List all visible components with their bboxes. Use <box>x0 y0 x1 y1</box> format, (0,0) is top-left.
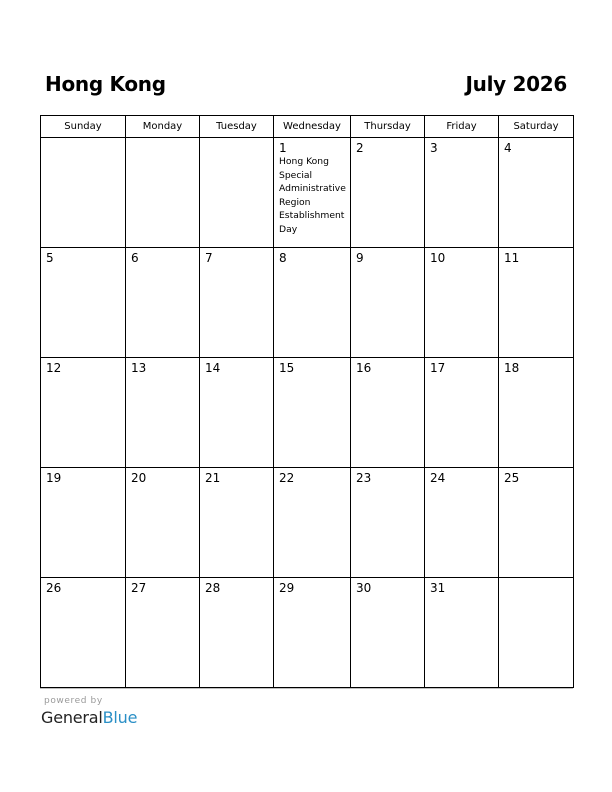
weekday-tuesday: Tuesday <box>200 116 274 138</box>
day-number <box>200 138 273 141</box>
day-cell <box>351 248 425 358</box>
day-number: 21 <box>205 471 221 485</box>
day-cell <box>499 578 574 688</box>
day-cell <box>425 468 499 578</box>
day-cell <box>274 468 351 578</box>
day-cell <box>425 138 499 248</box>
day-cell <box>200 468 274 578</box>
day-number: 17 <box>430 361 446 375</box>
day-number: 14 <box>205 361 221 375</box>
day-number: 24 <box>430 471 446 485</box>
day-number: 23 <box>356 471 372 485</box>
day-number: 27 <box>131 581 147 595</box>
weekday-sunday: Sunday <box>41 116 126 138</box>
day-number: 1 <box>279 141 287 155</box>
day-cell <box>41 358 126 468</box>
day-cell <box>274 578 351 688</box>
day-cell <box>41 138 126 248</box>
day-cell <box>200 248 274 358</box>
weekday-saturday: Saturday <box>499 116 574 138</box>
generalblue-logo <box>41 708 137 727</box>
day-cell <box>41 248 126 358</box>
day-cell <box>126 138 200 248</box>
day-number: 20 <box>131 471 147 485</box>
day-number: 18 <box>504 361 520 375</box>
day-cell <box>200 578 274 688</box>
day-number: 3 <box>430 141 438 155</box>
week-row <box>41 578 574 688</box>
day-number: 6 <box>131 251 139 265</box>
day-number: 19 <box>46 471 62 485</box>
day-number <box>126 138 199 141</box>
day-cell <box>425 248 499 358</box>
day-number <box>41 138 125 141</box>
day-cell <box>126 578 200 688</box>
weekday-friday: Friday <box>425 116 499 138</box>
day-cell <box>351 138 425 248</box>
day-cell <box>499 468 574 578</box>
day-number: 25 <box>504 471 520 485</box>
day-cell <box>425 578 499 688</box>
day-cell <box>499 358 574 468</box>
day-cell <box>499 138 574 248</box>
weekday-monday: Monday <box>126 116 200 138</box>
footer-divider <box>40 688 573 689</box>
day-cell <box>126 248 200 358</box>
week-row <box>41 248 574 358</box>
day-number: 22 <box>279 471 295 485</box>
month-year-title: July 2026 <box>465 72 567 96</box>
day-cell <box>41 578 126 688</box>
day-cell <box>499 248 574 358</box>
day-number <box>499 578 573 581</box>
day-cell <box>200 358 274 468</box>
day-number: 12 <box>46 361 62 375</box>
day-number: 28 <box>205 581 221 595</box>
calendar-grid <box>40 115 574 688</box>
day-cell <box>351 578 425 688</box>
day-number: 31 <box>430 581 446 595</box>
weekday-wednesday: Wednesday <box>274 116 351 138</box>
day-number: 7 <box>205 251 213 265</box>
weekday-thursday: Thursday <box>351 116 425 138</box>
day-number: 10 <box>430 251 446 265</box>
day-cell <box>274 248 351 358</box>
day-number: 9 <box>356 251 364 265</box>
week-row <box>41 138 574 248</box>
week-row <box>41 468 574 578</box>
day-cell <box>351 468 425 578</box>
week-row <box>41 358 574 468</box>
day-cell <box>126 358 200 468</box>
day-number: 11 <box>504 251 520 265</box>
day-cell <box>351 358 425 468</box>
day-number: 4 <box>504 141 512 155</box>
day-number: 8 <box>279 251 287 265</box>
day-cell <box>274 358 351 468</box>
day-cell <box>41 468 126 578</box>
day-number: 2 <box>356 141 364 155</box>
holiday-label: Hong Kong Special Administrative Region Establishment Day <box>279 156 346 235</box>
day-number: 26 <box>46 581 62 595</box>
day-number: 29 <box>279 581 295 595</box>
weekday-header-row <box>41 116 574 138</box>
day-cell <box>126 468 200 578</box>
day-cell <box>274 138 351 248</box>
brand-general: General <box>41 708 103 727</box>
day-number: 5 <box>46 251 54 265</box>
day-number: 15 <box>279 361 295 375</box>
powered-by-text: powered by <box>44 696 103 706</box>
region-title: Hong Kong <box>45 72 166 96</box>
day-number: 13 <box>131 361 147 375</box>
day-cell <box>200 138 274 248</box>
day-number: 30 <box>356 581 372 595</box>
brand-blue: Blue <box>102 708 138 727</box>
day-cell <box>425 358 499 468</box>
day-number: 16 <box>356 361 372 375</box>
